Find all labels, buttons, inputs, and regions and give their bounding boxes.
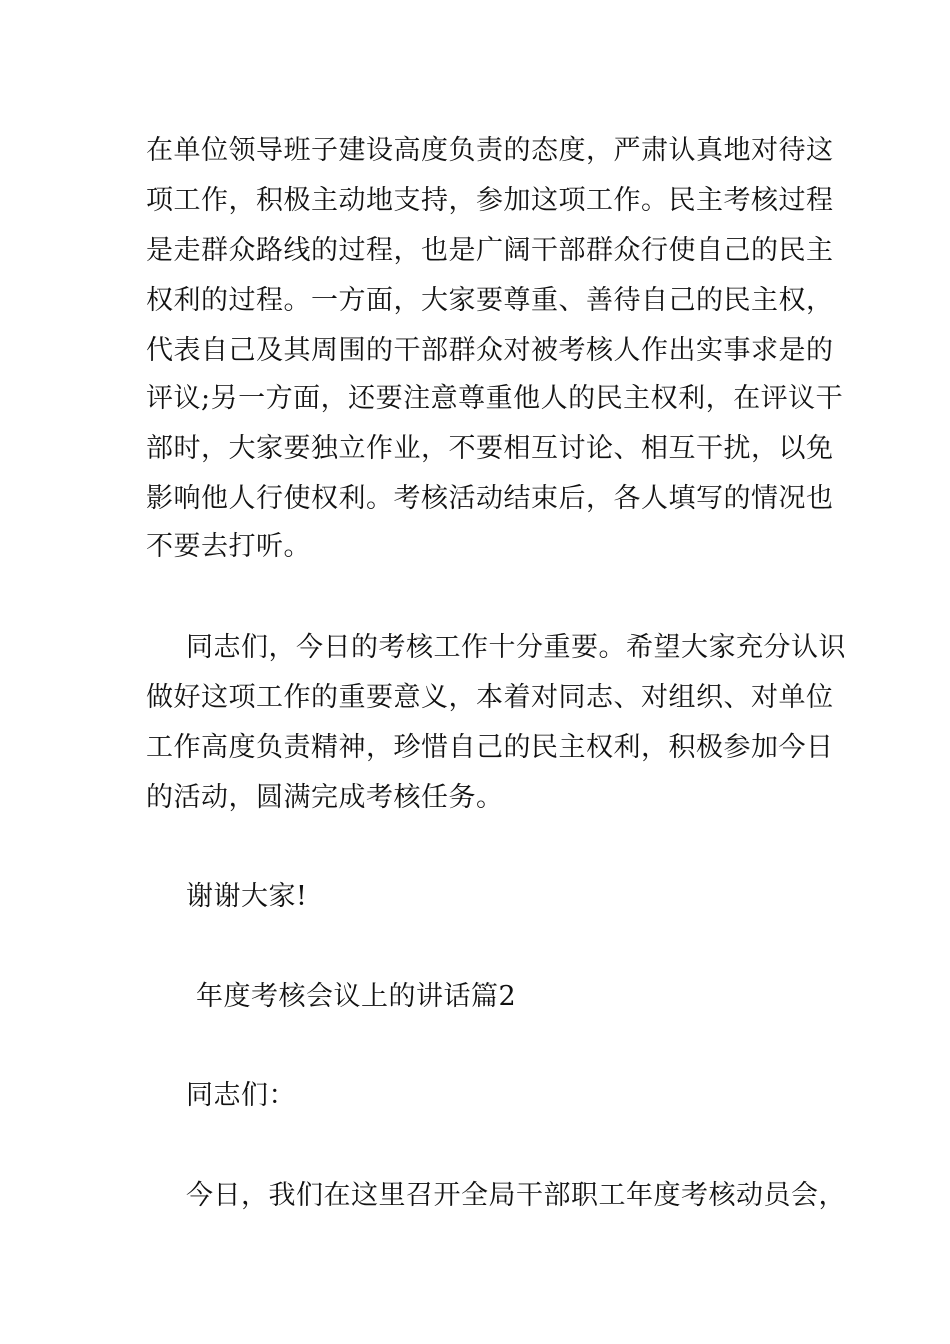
paragraph-line: 项工作，积极主动地支持，参加这项工作。民主考核过程: [146, 185, 834, 216]
paragraph-line: 同志们，今日的考核工作十分重要。希望大家充分认识: [186, 632, 846, 663]
salutation: 同志们：: [186, 1080, 296, 1111]
section-title: 年度考核会议上的讲话篇2: [196, 981, 517, 1012]
paragraph-line: 权利的过程。一方面，大家要尊重、善待自己的民主权，: [146, 285, 834, 316]
paragraph-line: 影响他人行使权利。考核活动结束后，各人填写的情况也: [146, 483, 834, 514]
paragraph-line: 评议;另一方面，还要注意尊重他人的民主权利，在评议干: [146, 383, 844, 414]
paragraph-line: 是走群众路线的过程，也是广阔干部群众行使自己的民主: [146, 235, 834, 266]
paragraph-line: 工作高度负责精神，珍惜自己的民主权利，积极参加今日: [146, 732, 834, 763]
closing-thanks: 谢谢大家!: [186, 881, 308, 912]
paragraph-line: 做好这项工作的重要意义，本着对同志、对组织、对单位: [146, 682, 834, 713]
paragraph-line: 代表自己及其周围的干部群众对被考核人作出实事求是的: [146, 335, 834, 366]
paragraph-line: 不要去打听。: [146, 531, 311, 562]
paragraph-line: 在单位领导班子建设高度负责的态度，严肃认真地对待这: [146, 135, 834, 166]
paragraph-line: 的活动，圆满完成考核任务。: [146, 782, 504, 813]
paragraph-line: 部时，大家要独立作业，不要相互讨论、相互干扰，以免: [146, 433, 834, 464]
paragraph-line: 今日，我们在这里召开全局干部职工年度考核动员会，: [186, 1180, 846, 1211]
